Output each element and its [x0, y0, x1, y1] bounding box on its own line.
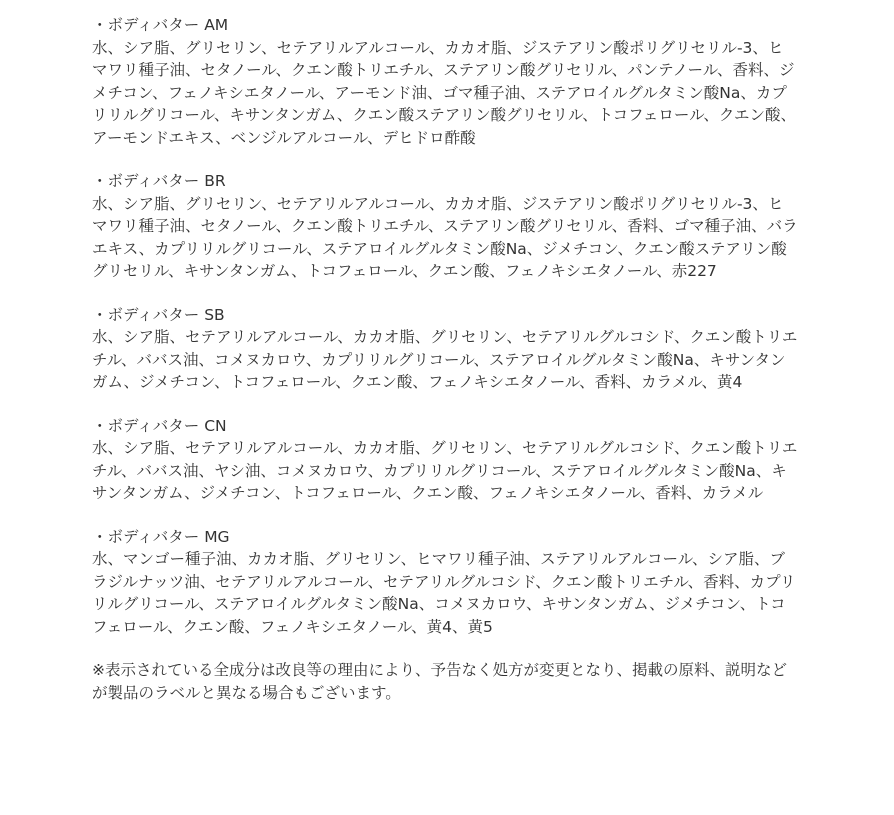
product-mg — [92, 526, 798, 639]
product-title: ・ボディバター MG — [92, 527, 230, 546]
ingredient-list: 水、マンゴー種子油、カカオ脂、グリセリン、ヒマワリ種子油、ステアリルアルコール、シア脂、ブラジルナッツ油、セテアリルアルコール、セテアリルグルコシド、クエン酸トリエチル、香料、カプリリルグリコール、ステアロイルグルタミン酸Na、コメヌカロウ、キサンタンガム、ジメチコン、トコフェロール、クエン酸、フェノキシエタノール、黄4、黄5 — [92, 550, 796, 636]
ingredients-document — [92, 14, 798, 704]
product-title: ・ボディバター CN — [92, 416, 227, 435]
ingredient-list: 水、シア脂、セテアリルアルコール、カカオ脂、グリセリン、セテアリルグルコシド、クエン酸トリエチル、ババス油、コメヌカロウ、カプリリルグリコール、ステアロイルグルタミン酸Na、キサンタンガム、ジメチコン、トコフェロール、クエン酸、フェノキシエタノール、香料、カラメル、黄4 — [92, 328, 798, 391]
product-am — [92, 14, 798, 149]
product-title: ・ボディバター BR — [92, 172, 226, 190]
product-title: ・ボディバター SB — [92, 305, 225, 324]
ingredient-list: 水、シア脂、グリセリン、セテアリルアルコール、カカオ脂、ジステアリン酸ポリグリセリル-3、ヒマワリ種子油、セタノール、クエン酸トリエチル、ステアリン酸グリセリル、香料、ゴマ種子油、バラエキス、カプリリルグリコール、ステアロイルグルタミン酸Na、ジメチコン、クエン酸ステアリン酸グリセリル、キサンタンガム、トコフェロール、クエン酸、フェノキシエタノール、赤227 — [92, 194, 798, 280]
product-sb — [92, 304, 798, 394]
ingredient-list: 水、シア脂、グリセリン、セテアリルアルコール、カカオ脂、ジステアリン酸ポリグリセリル-3、ヒマワリ種子油、セタノール、クエン酸トリエチル、ステアリン酸グリセリル、パンテノール、香料、ジメチコン、フェノキシエタノール、アーモンド油、ゴマ種子油、ステアロイルグルタミン酸Na、カプリリルグリコール、キサンタンガム、クエン酸ステアリン酸グリセリル、トコフェロール、クエン酸、アーモンドエキス、ベンジルアルコール、デヒドロ酢酸 — [92, 38, 797, 147]
product-br — [92, 170, 798, 283]
disclaimer-note: ※表示されている全成分は改良等の理由により、予告なく処方が変更となり、掲載の原料、説明などが製品のラベルと異なる場合もございます。 — [92, 661, 787, 702]
product-title: ・ボディバター AM — [92, 16, 229, 34]
product-cn — [92, 415, 798, 505]
ingredient-list: 水、シア脂、セテアリルアルコール、カカオ脂、グリセリン、セテアリルグルコシド、クエン酸トリエチル、ババス油、ヤシ油、コメヌカロウ、カプリリルグリコール、ステアロイルグルタミン酸Na、キサンタンガム、ジメチコン、トコフェロール、クエン酸、フェノキシエタノール、香料、カラメル — [92, 439, 798, 502]
